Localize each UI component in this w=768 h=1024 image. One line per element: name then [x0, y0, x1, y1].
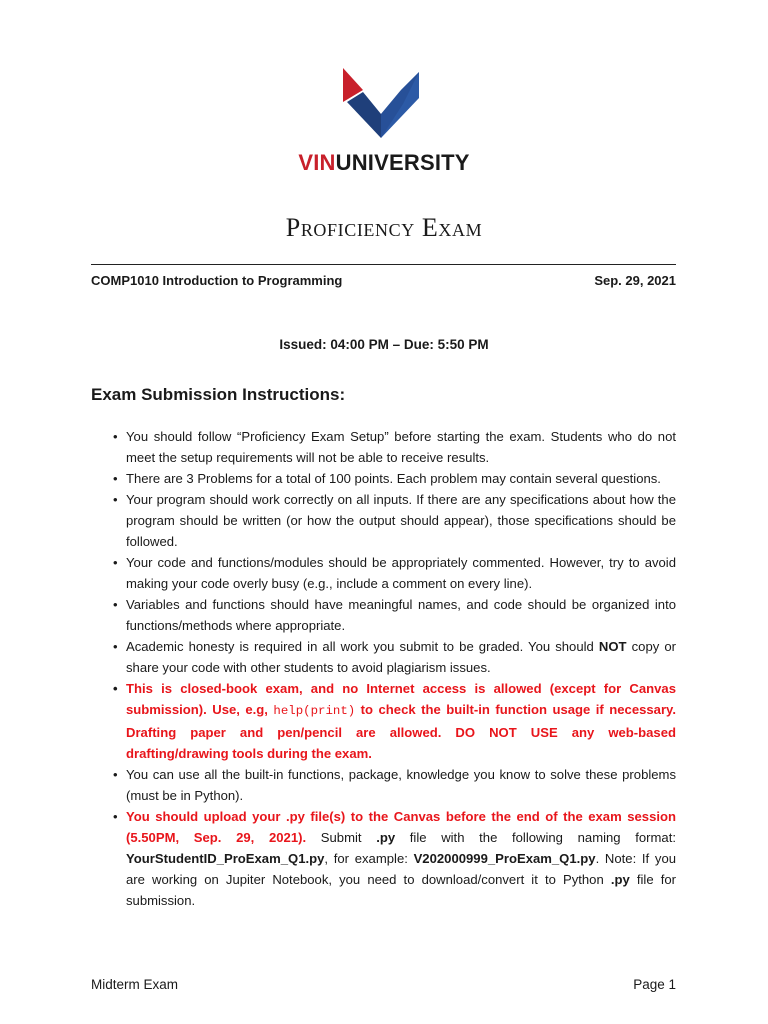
item-text: , for example: [324, 851, 414, 866]
list-item [91, 806, 676, 911]
brand-wordmark [0, 150, 768, 176]
title-divider [91, 264, 676, 265]
item-text: file with the following naming format: [395, 830, 676, 845]
item-text: copy or share your code with other students to avoid plagiarism issues. [126, 639, 677, 675]
vinuniversity-logo-icon [343, 68, 419, 138]
page-footer [91, 977, 676, 992]
item-text: Variables and functions should have meaningful names, and code should be organized into functions/methods where appropriate. [126, 597, 676, 633]
item-text: to check the built-in function usage if necessary. Drafting paper and pen/pencil are allowed. DO NOT USE any web-based drafting/drawing tools during the exam. [126, 702, 676, 761]
item-text: Your program should work correctly on all inputs. If there are any specifications about how the program should be written (or how the output should appear), those specifications should be followed. [126, 492, 676, 549]
brand-prefix: VIN [298, 150, 336, 175]
item-text: This is closed-book exam, and no Internet access is allowed (except for Canvas submission). Use, e.g, [126, 681, 676, 717]
item-text: Academic honesty is required in all work you submit to be graded. You should [126, 639, 599, 654]
item-text: You should follow “Proficiency Exam Setup” before starting the exam. Students who do not meet the setup requirements will not be able to receive results. [126, 429, 676, 465]
filename-example: V202000999_ProExam_Q1.py [413, 851, 596, 866]
item-text: . Note: If you are working on Jupiter Notebook, you need to download/convert it to Python [126, 851, 677, 887]
inline-code: help(print) [273, 704, 356, 718]
list-item [91, 764, 676, 806]
course-name: COMP1010 Introduction to Programming [91, 273, 343, 288]
section-heading: Exam Submission Instructions: [91, 385, 346, 404]
logo-right-shade [381, 72, 419, 138]
list-item [91, 426, 676, 468]
logo-left-wing [347, 92, 381, 138]
item-text: There are 3 Problems for a total of 100 points. Each problem may contain several questions. [126, 471, 661, 486]
course-row [91, 273, 676, 288]
instructions-list [91, 426, 676, 911]
item-emphasis: .py [376, 830, 396, 845]
filename-format: YourStudentID_ProExam_Q1.py [126, 851, 325, 866]
exam-date: Sep. 29, 2021 [594, 273, 676, 288]
list-item [91, 552, 676, 594]
brand-suffix: UNIVERSITY [335, 150, 470, 175]
item-emphasis: NOT [598, 639, 627, 654]
item-warning: You should upload your .py file(s) to the Canvas before the end of the exam session (5.50PM, Sep. 29, 2021). [126, 809, 676, 845]
item-emphasis: .py [610, 872, 630, 887]
list-item [91, 489, 676, 552]
list-item-warning [91, 678, 676, 764]
page-number: Page 1 [633, 977, 676, 992]
document-title: Proficiency Exam [285, 213, 483, 242]
list-item [91, 636, 676, 678]
issued-due-time: Issued: 04:00 PM – Due: 5:50 PM [279, 337, 489, 352]
item-text: You can use all the built-in functions, package, knowledge you know to solve these problems (must be in Python). [126, 767, 676, 803]
item-text: Submit [306, 830, 377, 845]
list-item [91, 468, 676, 489]
item-text: Your code and functions/modules should be appropriately commented. However, try to avoid making your code overly busy (e.g., include a comment on every line). [126, 555, 676, 591]
footer-left: Midterm Exam [91, 977, 179, 992]
list-item [91, 594, 676, 636]
item-text: file for submission. [126, 872, 677, 908]
